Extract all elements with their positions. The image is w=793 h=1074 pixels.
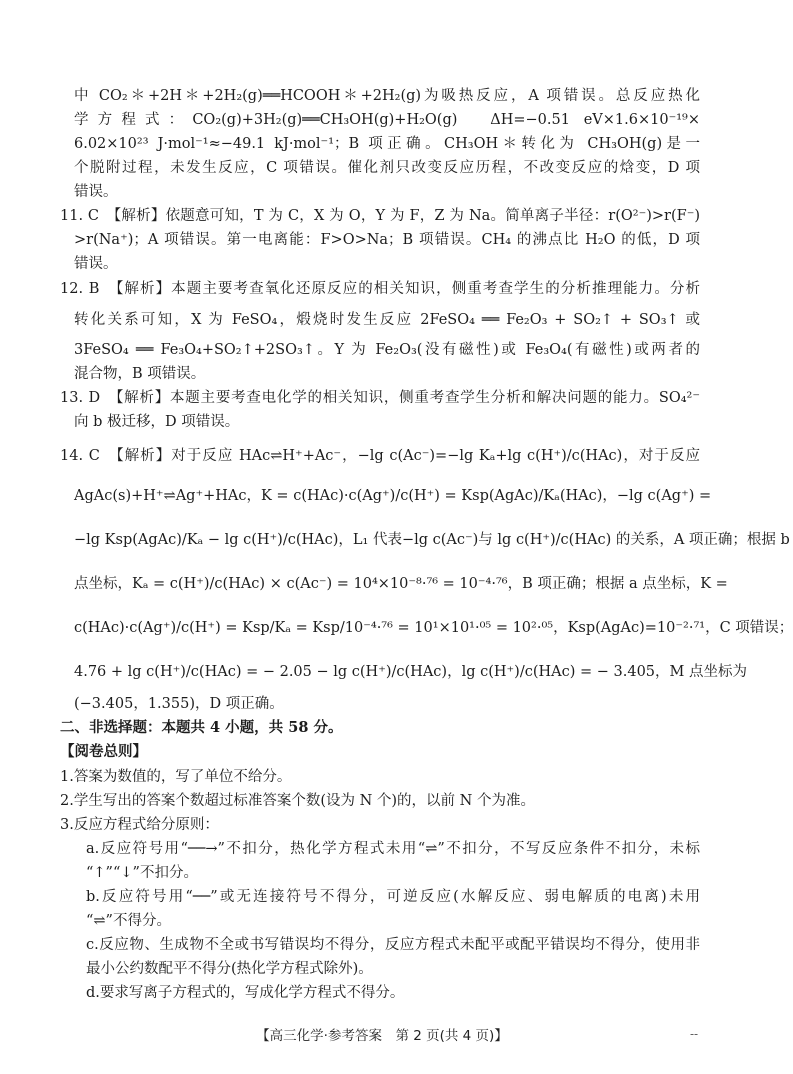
text-line: 错误。	[74, 256, 118, 272]
text-line: 6.02×10²³ J·mol⁻¹≈−49.1 kJ·mol⁻¹；B 项正确。CH₃OH＊转化为 CH₃OH(g)是一	[74, 136, 700, 152]
text-line: (−3.405，1.355)，D 项正确。	[74, 696, 284, 712]
text-line: 混合物，B 项错误。	[74, 366, 206, 382]
question-12-answer: 12. B 【解析】本题主要考查氧化还原反应的相关知识，侧重考查学生的分析推理能力。分析	[60, 281, 700, 297]
question-14-answer: 14. C 【解析】对于反应 HAc⇌H⁺+Ac⁻，−lg c(Ac⁻)=−lg Kₐ+lg c(H⁺)/c(HAc)，对于反应	[60, 448, 700, 464]
question-13-answer: 13. D 【解析】本题主要考查电化学的相关知识，侧重考查学生分析和解决问题的能力。SO₄²⁻	[60, 390, 700, 406]
text-line: “↑”“↓”不扣分。	[86, 865, 198, 881]
rule-3a: a.反应符号用“──→”不扣分，热化学方程式未用“⇌”不扣分，不写反应条件不扣分，未标	[86, 841, 700, 857]
text-line: 3FeSO₄ ══ Fe₃O₄+SO₂↑+2SO₃↑。Y 为 Fe₂O₃(没有磁性)或 Fe₃O₄(有磁性)或两者的	[74, 342, 700, 358]
text-line: 个脱附过程，未发生反应，C 项错误。催化剂只改变反应历程，不改变反应的焓变，D 项	[74, 160, 700, 176]
text-line: 中 CO₂＊+2H＊+2H₂(g)══HCOOH＊+2H₂(g)为吸热反应，A 项错误。总反应热化	[74, 88, 700, 104]
rule-3b: b.反应符号用“──”或无连接符号不得分，可逆反应(水解反应、弱电解质的电离)未用	[86, 889, 700, 905]
question-11-answer: 11. C 【解析】依题意可知，T 为 C，X 为 O，Y 为 F，Z 为 Na。简单离子半径：r(O²⁻)>r(F⁻)	[60, 208, 700, 224]
text-line: 向 b 极迁移，D 项错误。	[74, 414, 240, 430]
rule-2: 2.学生写出的答案个数超过标准答案个数(设为 N 个)的，以前 N 个为准。	[60, 793, 535, 809]
equation-line: AgAc(s)+H⁺⇌Ag⁺+HAc，K = c(HAc)·c(Ag⁺)/c(H⁺) = Ksp(AgAc)/Kₐ(HAc)，−lg c(Ag⁺) =	[74, 488, 712, 504]
grading-rules-heading: 【阅卷总则】	[60, 743, 147, 760]
equation-line: 点坐标，Kₐ = c(H⁺)/c(HAc) × c(Ac⁻) = 10⁴×10⁻⁸·⁷⁶ = 10⁻⁴·⁷⁶，B 项正确；根据 a 点坐标，K =	[74, 576, 728, 592]
equation-line: 4.76 + lg c(H⁺)/c(HAc) = − 2.05 − lg c(H⁺)/c(HAc)，lg c(H⁺)/c(HAc) = − 3.405，M 点坐标为	[74, 664, 747, 680]
text-line: >r(Na⁺)；A 项错误。第一电离能：F>O>Na；B 项错误。CH₄ 的沸点比 H₂O 的低，D 项	[74, 232, 700, 248]
equation-line: c(HAc)·c(Ag⁺)/c(H⁺) = Ksp/Kₐ = Ksp/10⁻⁴·⁷⁶ = 10¹×10¹·⁰⁵ = 10²·⁰⁵，Ksp(AgAc)=10⁻²·⁷¹，C 项错误；	[74, 620, 793, 636]
rule-1: 1.答案为数值的，写了单位不给分。	[60, 769, 292, 785]
section-heading: 二、非选择题：本题共 4 小题，共 58 分。	[60, 719, 343, 736]
text-line: 转化关系可知，X 为 FeSO₄，煅烧时发生反应 2FeSO₄ ══ Fe₂O₃ + SO₂↑ + SO₃↑ 或	[74, 312, 700, 328]
rule-3d: d.要求写离子方程式的，写成化学方程式不得分。	[86, 985, 405, 1001]
equation-line: −lg Ksp(AgAc)/Kₐ − lg c(H⁺)/c(HAc)，L₁ 代表−lg c(Ac⁻)与 lg c(H⁺)/c(HAc) 的关系，A 项正确；根据 b	[74, 532, 790, 548]
page-footer: 【高三化学·参考答案 第 2 页(共 4 页)】	[256, 1028, 508, 1044]
rule-3c: c.反应物、生成物不全或书写错误均不得分，反应方程式未配平或配平错误均不得分，使用非	[86, 937, 700, 953]
corner-mark: --	[690, 1027, 699, 1041]
text-line: “⇌”不得分。	[86, 913, 171, 929]
rule-3: 3.反应方程式给分原则：	[60, 817, 219, 833]
text-line: 学方程式：CO₂(g)+3H₂(g)══CH₃OH(g)+H₂O(g) ΔH=−0.51 eV×1.6×10⁻¹⁹×	[74, 112, 700, 128]
text-line: 最小公约数配平不得分(热化学方程式除外)。	[86, 961, 373, 977]
text-line: 错误。	[74, 184, 118, 200]
